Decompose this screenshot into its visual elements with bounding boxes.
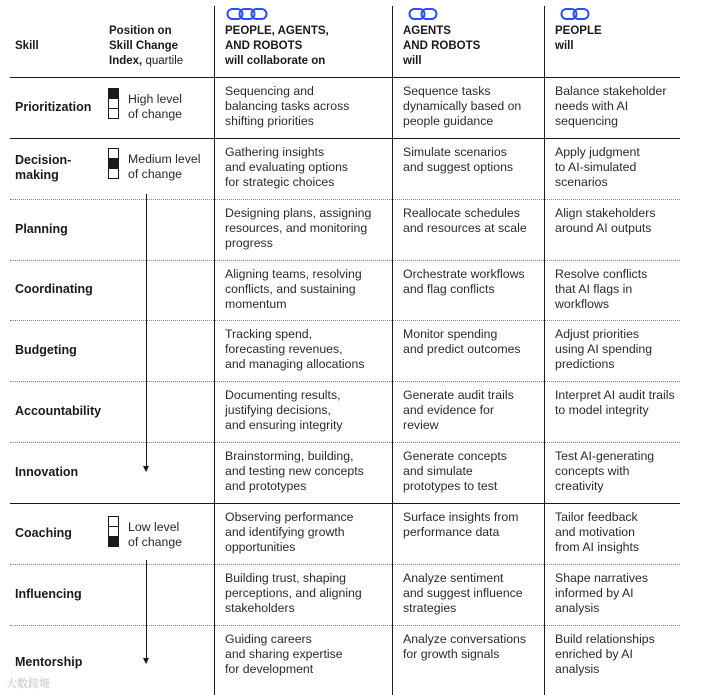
skill-name: Planning: [15, 222, 68, 236]
table-cell-c3: Shape narratives informed by AI analysis: [555, 571, 648, 615]
skill-name: Innovation: [15, 465, 79, 479]
header-col3: PEOPLE will: [555, 25, 602, 52]
rule-row-4: [10, 320, 680, 321]
rule-row-5: [10, 381, 680, 382]
link-icon-col3: [555, 7, 595, 21]
table-cell-c2: Analyze conversations for growth signals: [403, 632, 527, 661]
table-cell-c1: Observing performance and identifying growth opportunities: [225, 510, 354, 554]
table-cell-c1: Designing plans, assigning resources, and monitoring progress: [225, 206, 372, 250]
watermark: 大数跨境: [6, 678, 50, 690]
table-cell-c2: Orchestrate workflows and flag conflicts: [403, 267, 525, 296]
level-boxes: [108, 88, 120, 119]
skill-name: Budgeting: [15, 343, 77, 357]
table-cell-c2: Monitor spending and predict outcomes: [403, 327, 521, 356]
rule-row-6: [10, 442, 680, 443]
table-cell-c1: Gathering insights and evaluating options for strategic choices: [225, 145, 349, 189]
skill-name: Prioritization: [15, 100, 92, 114]
table-cell-c3: Adjust priorities using AI spending predictions: [555, 327, 653, 371]
table-cell-c3: Align stakeholders around AI outputs: [555, 206, 656, 235]
link-icon-col1: [226, 7, 268, 21]
table-cell-c1: Sequencing and balancing tasks across shifting priorities: [225, 84, 350, 128]
skill-name: Influencing: [15, 587, 82, 601]
header-col2: AGENTS AND ROBOTS will: [403, 25, 481, 67]
level-label: Low level of change: [128, 520, 183, 549]
rule-row-7: [10, 503, 680, 504]
table-cell-c2: Sequence tasks dynamically based on people guidance: [403, 84, 522, 128]
skill-name: Coaching: [15, 526, 72, 540]
table-cell-c2: Surface insights from performance data: [403, 510, 519, 539]
skill-name: Accountability: [15, 404, 102, 418]
level-label: Medium level of change: [128, 152, 201, 181]
table-cell-c1: Guiding careers and sharing expertise for development: [225, 632, 343, 676]
column-divider-3: [544, 6, 545, 695]
table-cell-c2: Generate concepts and simulate prototypes to test: [403, 449, 507, 493]
table-cell-c2: Generate audit trails and evidence for review: [403, 388, 514, 432]
header-position: Position on Skill Change Index, quartile: [109, 25, 184, 67]
table-cell-c3: Balance stakeholder needs with AI sequencing: [555, 84, 667, 128]
table-cell-c1: Aligning teams, resolving conflicts, and sustaining momentum: [225, 267, 362, 311]
table-cell-c1: Building trust, shaping perceptions, and aligning stakeholders: [225, 571, 362, 615]
level-boxes: [108, 148, 120, 179]
level-boxes: [108, 516, 120, 547]
skill-name: Decision- making: [15, 153, 72, 182]
table-cell-c2: Reallocate schedules and resources at scale: [403, 206, 527, 235]
skill-name: Mentorship: [15, 655, 83, 669]
link-icon-col2: [403, 7, 443, 21]
column-divider-2: [392, 6, 393, 695]
table-cell-c3: Resolve conflicts that AI flags in workflows: [555, 267, 648, 311]
rule-row-2: [10, 199, 680, 200]
level-label: High level of change: [128, 92, 183, 121]
column-divider-1: [214, 6, 215, 695]
table-cell-c3: Interpret AI audit trails to model integrity: [555, 388, 675, 417]
table-cell-c3: Tailor feedback and motivation from AI insights: [555, 510, 640, 554]
skill-name: Coordinating: [15, 282, 93, 296]
table-cell-c1: Documenting results, justifying decisions, and ensuring integrity: [225, 388, 343, 432]
table-cell-c2: Analyze sentiment and suggest influence strategies: [403, 571, 523, 615]
rule-row-3: [10, 260, 680, 261]
header-skill: Skill: [15, 40, 39, 52]
table-cell-c1: Brainstorming, building, and testing new concepts and prototypes: [225, 449, 364, 493]
table-cell-c1: Tracking spend, forecasting revenues, and managing allocations: [225, 327, 365, 371]
header-col1: PEOPLE, AGENTS, AND ROBOTS will collaborate on: [225, 25, 329, 67]
table-cell-c3: Test AI-generating concepts with creativity: [555, 449, 655, 493]
arrow-down-icon: [146, 194, 147, 471]
rule-header: [10, 77, 680, 78]
rule-row-9: [10, 625, 680, 626]
table-cell-c3: Apply judgment to AI-simulated scenarios: [555, 145, 640, 189]
rule-row-1: [10, 138, 680, 139]
arrow-down-icon: [146, 560, 147, 663]
table-cell-c2: Simulate scenarios and suggest options: [403, 145, 514, 174]
rule-row-8: [10, 564, 680, 565]
table-cell-c3: Build relationships enriched by AI analysis: [555, 632, 655, 676]
